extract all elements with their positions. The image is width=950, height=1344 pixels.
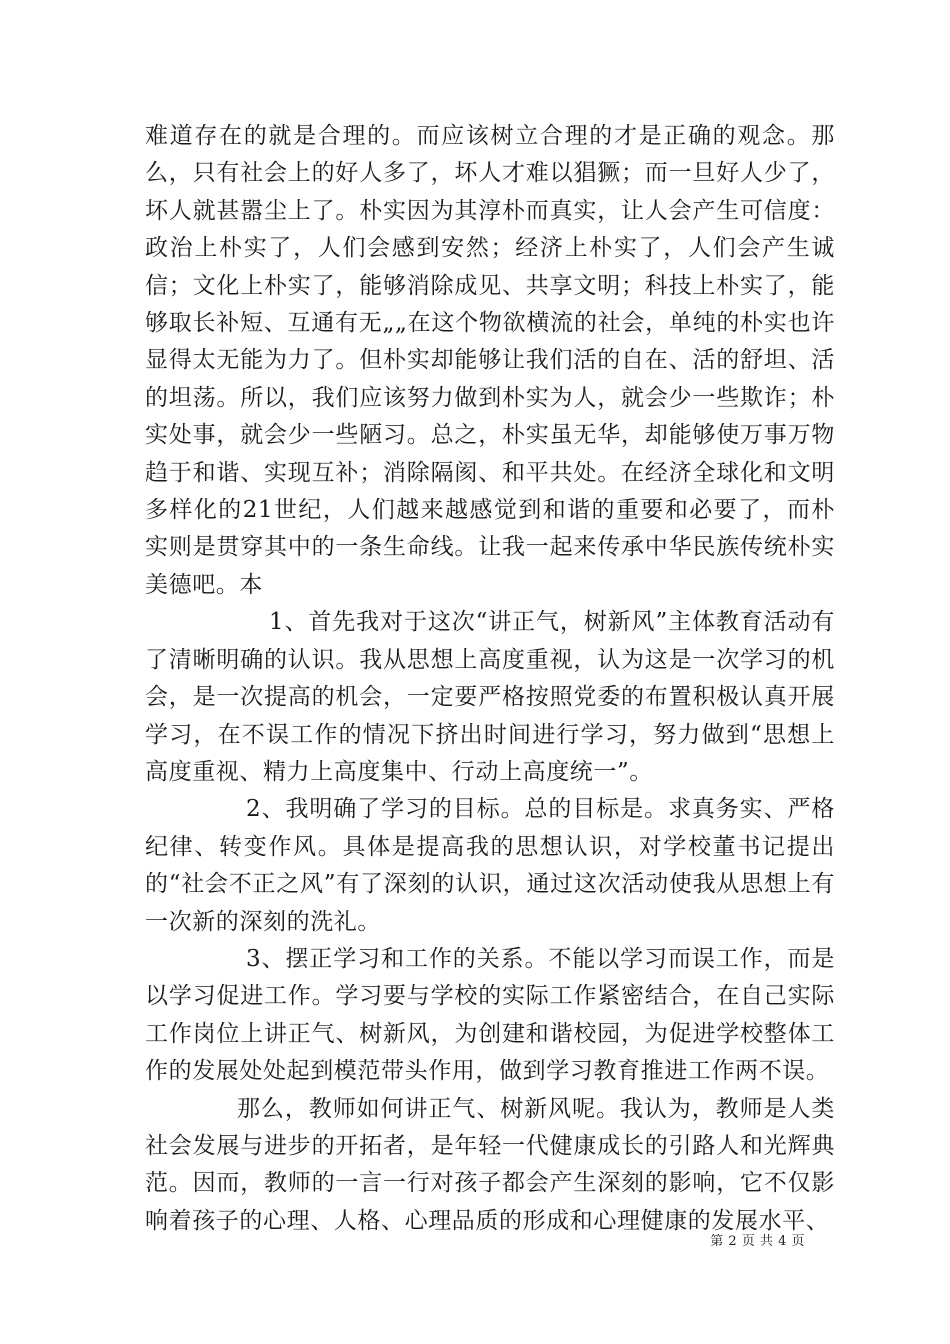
page-number-footer: 第 2 页 共 4 页 <box>710 1234 805 1249</box>
paragraph-3: 2、我明确了学习的目标。总的目标是。求真务实、严格纪律、转变作风。具体是提高我的思想认识，对学校董书记提出的“社会不正之风”有了深刻的认识，通过这次活动使我从思想上有一次新的深刻的洗礼。 <box>145 796 835 935</box>
paragraph-1: 难道存在的就是合理的。而应该树立合理的才是正确的观念。那么，只有社会上的好人多了，坏人才难以猖獗；而一旦好人少了，坏人就甚嚣尘上了。朴实因为其淳朴而真实，让人会产生可信度：政治上朴实了，人们会感到安然；经济上朴实了，人们会产生诚信；文化上朴实了，能够消除成见、共享文明；科技上朴实了，能够取长补短、互通有无„„在这个物欲横流的社会，单纯的朴实也许显得太无能为力了。但朴实却能够让我们活的自在、活的舒坦、活的坦荡。所以，我们应该努力做到朴实为人，就会少一些欺诈；朴实处事，就会少一些陋习。总之，朴实虽无华，却能够使万事万物趋于和谐、实现互补；消除隔阂、和平共处。在经济全球化和文明多样化的21世纪，人们越来越感觉到和谐的重要和必要了，而朴实则是贯穿其中的一条生命线。让我一起来传承中华民族传统朴实美德吧。本 <box>145 123 835 598</box>
paragraph-2: 1、首先我对于这次“讲正气，树新风”主体教育活动有了清晰明确的认识。我从思想上高度重视，认为这是一次学习的机会，是一次提高的机会，一定要严格按照党委的布置积极认真开展学习，在不误工作的情况下挤出时间进行学习，努力做到“思想上高度重视、精力上高度集中、行动上高度统一”。 <box>145 609 835 785</box>
body-text <box>145 118 835 1240</box>
paragraph-4: 3、摆正学习和工作的关系。不能以学习而误工作，而是以学习促进工作。学习要与学校的实际工作紧密结合，在自己实际工作岗位上讲正气、树新风，为创建和谐校园，为促进学校整体工作的发展处处起到模范带头作用，做到学习教育推进工作两不误。 <box>145 945 835 1085</box>
paragraph-5: 那么，教师如何讲正气、树新风呢。我认为，教师是人类社会发展与进步的开拓者，是年轻一代健康成长的引路人和光辉典范。因而，教师的一言一行对孩子都会产生深刻的影响，它不仅影响着孩子的心理、人格、心理品质的形成和心理健康的发展水平、 <box>145 1095 835 1234</box>
